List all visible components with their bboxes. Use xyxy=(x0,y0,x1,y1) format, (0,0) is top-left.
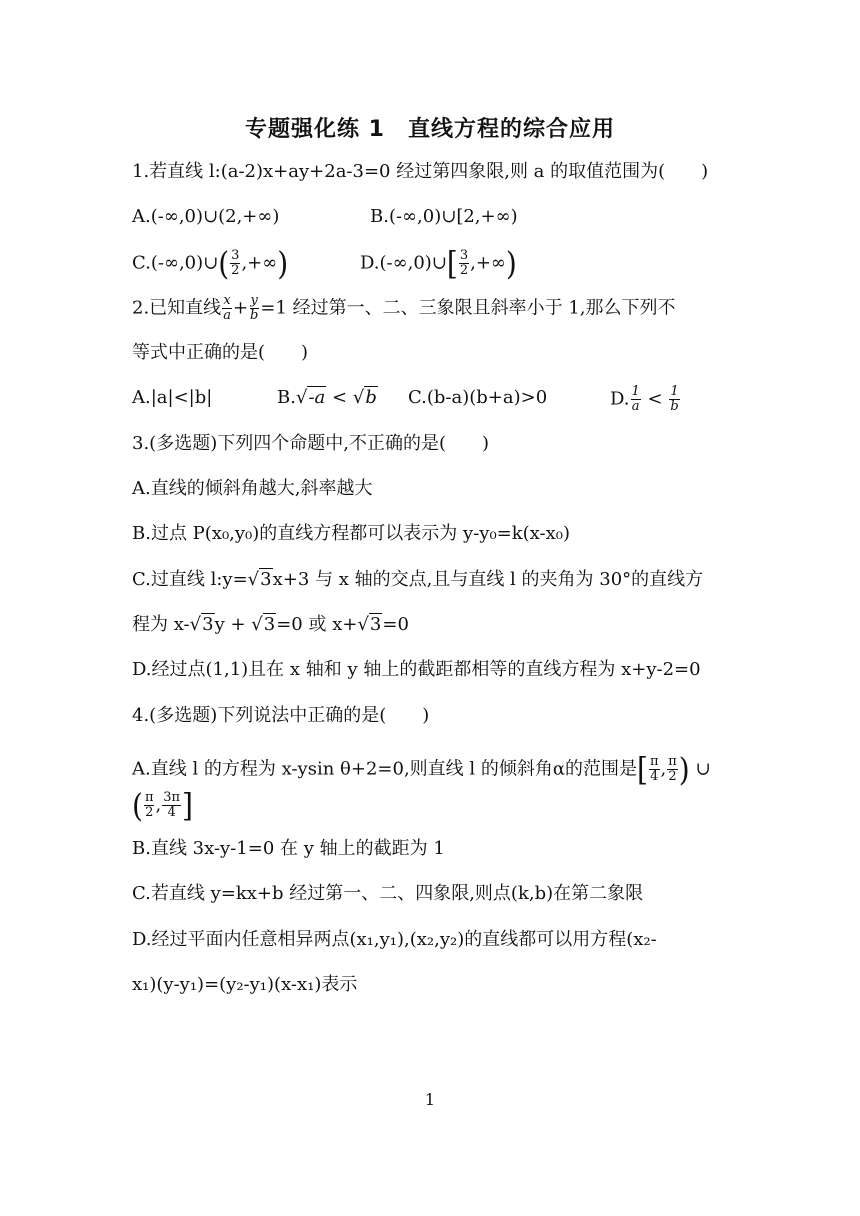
fraction: $\frac{3}{2}$ xyxy=(231,248,240,278)
option-b-prefix: B. xyxy=(277,387,296,408)
question-1-option-c: C.(-∞,0)∪( $\frac{3}{2}$ ,+∞) xyxy=(132,243,289,282)
question-4-option-d-line2: x₁)(y-y₁)=(y₂-y₁)(x-x₁)表示 xyxy=(132,974,358,995)
question-3-option-d: D.经过点(1,1)且在 x 轴和 y 轴上的截距都相等的直线方程为 x+y-2=0 xyxy=(132,659,701,680)
plus-sign: + xyxy=(232,297,249,319)
question-2-option-a: A.|a|<|b| xyxy=(132,387,213,408)
text-segment: =0 或 x+ xyxy=(276,614,358,635)
question-2-stem-line2: 等式中正确的是( ) xyxy=(132,342,309,363)
less-than: < xyxy=(647,388,663,410)
question-2-stem-line1 xyxy=(132,294,732,323)
fraction-3pi-over-4: $\frac{3\pi}{4}$ xyxy=(163,790,181,820)
text-segment: =0 xyxy=(382,614,409,635)
sqrt-neg-a: √-a xyxy=(295,387,326,408)
question-4-stem: 4.(多选题)下列说法中正确的是( ) xyxy=(132,705,430,726)
sqrt-3: √3 xyxy=(189,614,214,635)
question-1-option-a: A.(-∞,0)∪(2,+∞) xyxy=(132,206,280,227)
question-1-option-b: B.(-∞,0)∪[2,+∞) xyxy=(370,206,518,227)
text-segment: y + xyxy=(214,614,252,635)
stem-suffix: =1 经过第一、二、三象限且斜率小于 1,那么下列不 xyxy=(260,297,676,319)
option-d-prefix: D.(-∞,0)∪ xyxy=(360,252,447,274)
option-c-prefix: C.(-∞,0)∪ xyxy=(132,252,219,274)
question-1-stem: 1.若直线 l:(a-2)x+ay+2a-3=0 经过第四象限,则 a 的取值范围为( ) xyxy=(132,161,709,182)
fraction-pi-over-2: $\frac{\pi}{2}$ xyxy=(144,790,154,820)
sqrt-3: √3 xyxy=(251,614,276,635)
question-4-option-a-line1: A.直线 l 的方程为 x-ysin θ+2=0,则直线 l 的倾斜角α的范围是[ $\frac{\pi}{4}$ , $\frac{\pi}{2}$ ) ∪ xyxy=(132,749,711,788)
text-segment: A.直线 l 的方程为 x-ysin θ+2=0,则直线 l 的倾斜角α的范围是 xyxy=(132,758,638,780)
fraction-x-over-a: $\frac{x}{a}$ xyxy=(223,293,231,323)
option-d-prefix: D. xyxy=(610,388,630,410)
question-3-option-c-line1 xyxy=(132,567,732,593)
question-3-option-b: B.过点 P(x₀,y₀)的直线方程都可以表示为 y-y₀=k(x-x₀) xyxy=(132,523,570,544)
stem-prefix: 2.已知直线 xyxy=(132,297,222,319)
question-2-option-c: C.(b-a)(b+a)>0 xyxy=(408,387,548,408)
less-than: < xyxy=(332,387,348,408)
question-3-stem: 3.(多选题)下列四个命题中,不正确的是( ) xyxy=(132,433,489,454)
fraction-1-over-a: $\frac{1}{a}$ xyxy=(631,384,640,414)
question-2-option-b xyxy=(277,385,378,411)
question-3-option-c-line2 xyxy=(132,612,732,638)
fraction: $\frac{3}{2}$ xyxy=(459,248,469,278)
sqrt-3: √3 xyxy=(357,614,382,635)
fraction-pi-over-4: $\frac{\pi}{4}$ xyxy=(649,754,659,784)
question-1-option-d: D.(-∞,0)∪[ $\frac{3}{2}$ ,+∞) xyxy=(360,243,517,282)
option-d-suffix: ,+∞ xyxy=(470,252,506,274)
question-2-option-d xyxy=(610,385,681,414)
question-4-option-c: C.若直线 y=kx+b 经过第一、二、四象限,则点(k,b)在第二象限 xyxy=(132,883,644,904)
sqrt-3: √3 xyxy=(247,569,272,590)
question-3-option-a: A.直线的倾斜角越大,斜率越大 xyxy=(132,478,373,499)
text-segment: C.过直线 l:y= xyxy=(132,569,248,590)
fraction-1-over-b: $\frac{1}{b}$ xyxy=(670,384,679,414)
question-4-option-b: B.直线 3x-y-1=0 在 y 轴上的截距为 1 xyxy=(132,838,445,859)
page-number: 1 xyxy=(424,1090,436,1109)
union-sign: ∪ xyxy=(695,758,711,780)
question-4-option-d-line1: D.经过平面内任意相异两点(x₁,y₁),(x₂,y₂)的直线都可以用方程(x₂- xyxy=(132,929,657,950)
text-segment: 程为 x- xyxy=(132,614,190,635)
page-title: 专题强化练 1 直线方程的综合应用 xyxy=(245,117,615,142)
text-segment: x+3 与 x 轴的交点,且与直线 l 的夹角为 30°的直线方 xyxy=(272,569,704,590)
sqrt-b: √b xyxy=(352,387,377,408)
fraction-pi-over-2: $\frac{\pi}{2}$ xyxy=(668,754,677,784)
option-c-suffix: ,+∞ xyxy=(241,252,278,274)
question-4-option-a-line2: ( $\frac{\pi}{2}$ , $\frac{3\pi}{4}$ ] xyxy=(132,785,193,824)
fraction-y-over-b: $\frac{y}{b}$ xyxy=(250,293,259,323)
